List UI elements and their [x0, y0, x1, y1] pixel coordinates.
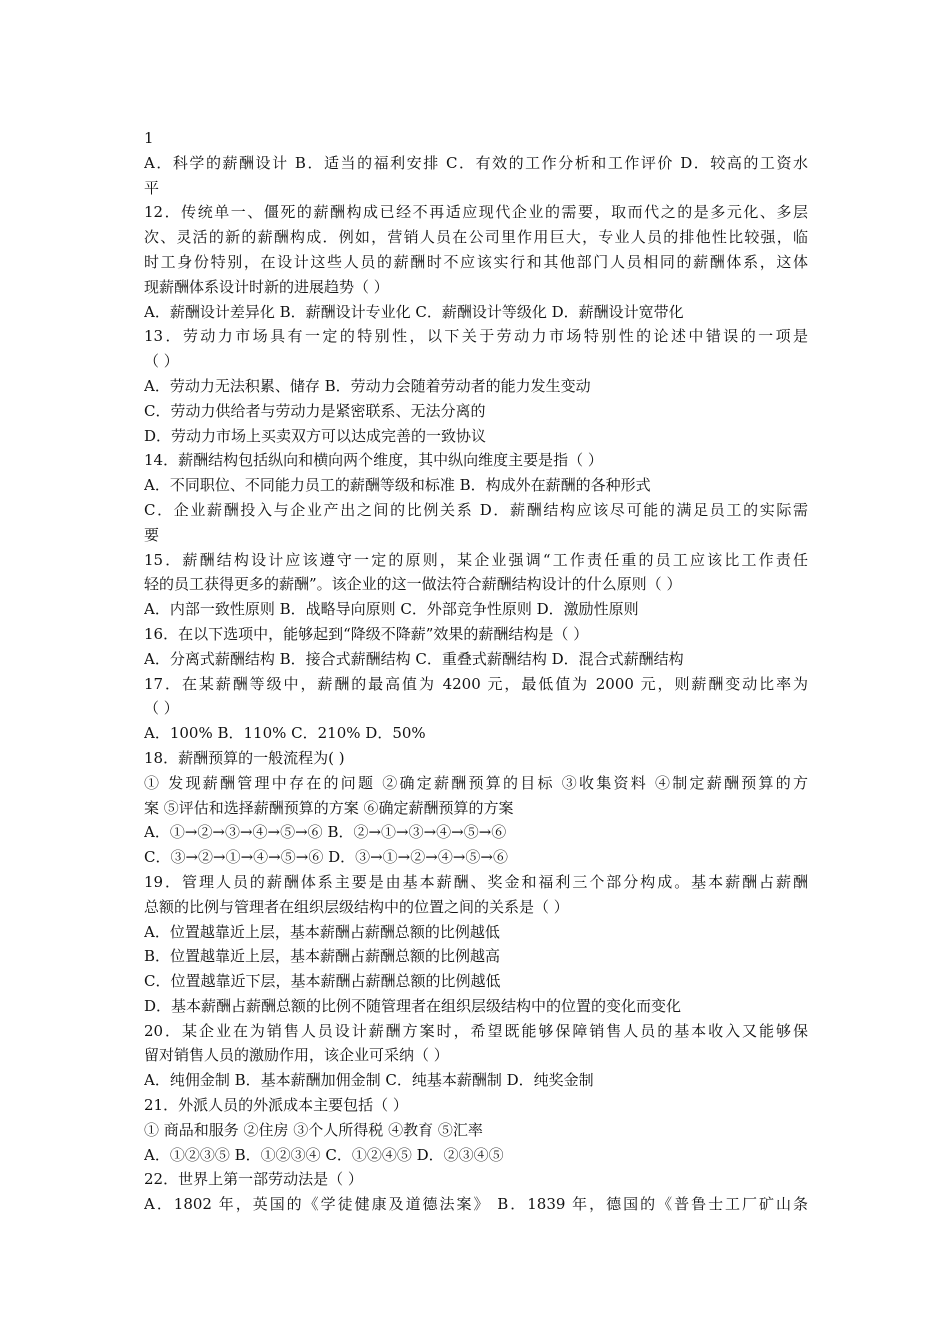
- text-line: A．内部一致性原则 B．战略导向原则 C．外部竞争性原则 D．激励性原则: [144, 600, 639, 619]
- text-line: C．劳动力供给者与劳动力是紧密联系、无法分离的: [144, 401, 486, 420]
- text-line: 15．薪酬结构设计应该遵守一定的原则，某企业强调“工作责任重的员工应该比工作责任: [144, 550, 808, 569]
- text-line: 轻的员工获得更多的薪酬”。该企业的这一做法符合薪酬结构设计的什么原则（ ）: [144, 575, 682, 594]
- text-line: A．位置越靠近上层，基本薪酬占薪酬总额的比例越低: [144, 922, 500, 941]
- text-line: 总额的比例与管理者在组织层级结构中的位置之间的关系是（ ）: [144, 897, 569, 916]
- text-line: 时工身份特别，在设计这些人员的薪酬时不应该实行和其他部门人员相同的薪酬体系，这体: [144, 252, 808, 271]
- text-line: 1: [144, 129, 154, 147]
- text-line: 21．外派人员的外派成本主要包括（ ）: [144, 1096, 408, 1115]
- text-line: C．企业薪酬投入与企业产出之间的比例关系 D．薪酬结构应该尽可能的满足员工的实际需: [144, 500, 808, 519]
- text-line: 13．劳动力市场具有一定的特别性，以下关于劳动力市场特别性的论述中错误的一项是: [144, 327, 808, 346]
- text-line: ① 商品和服务 ②住房 ③个人所得税 ④教育 ⑤汇率: [144, 1120, 483, 1139]
- text-line: 17．在某薪酬等级中，薪酬的最高值为 4200 元，最低值为 2000 元，则薪酬变动比率为: [144, 674, 808, 693]
- text-line: 案 ⑤评估和选择薪酬预算的方案 ⑥确定薪酬预算的方案: [144, 798, 514, 817]
- text-line: 平: [144, 178, 160, 197]
- text-line: 12．传统单一、僵死的薪酬构成已经不再适应现代企业的需要，取而代之的是多元化、多层: [144, 203, 808, 222]
- text-line: C．③→②→①→④→⑤→⑥ D．③→①→②→④→⑤→⑥: [144, 848, 508, 867]
- text-line: 22．世界上第一部劳动法是（ ）: [144, 1170, 363, 1189]
- document-page: [144, 126, 808, 1217]
- text-line: ① 发现薪酬管理中存在的问题 ②确定薪酬预算的目标 ③收集资料 ④制定薪酬预算的方: [144, 773, 808, 792]
- text-line: A．①②③⑤ B．①②③④ C．①②④⑤ D．②③④⑤: [144, 1145, 504, 1164]
- text-line: 现薪酬体系设计时新的进展趋势（ ）: [144, 277, 389, 296]
- text-line: （ ）: [144, 352, 179, 371]
- text-line: C．位置越靠近下层，基本薪酬占薪酬总额的比例越低: [144, 972, 501, 991]
- text-line: 16．在以下选项中，能够起到“降级不降薪”效果的薪酬结构是（ ）: [144, 624, 589, 643]
- text-line: A．100% B．110% C．210% D．50%: [144, 724, 426, 743]
- text-line: （ ）: [144, 699, 179, 718]
- text-line: 20．某企业在为销售人员设计薪酬方案时，希望既能够保障销售人员的基本收入又能够保: [144, 1021, 808, 1040]
- text-line: D．劳动力市场上买卖双方可以达成完善的一致协议: [144, 426, 487, 445]
- text-line: 留对销售人员的激励作用，该企业可采纳（ ）: [144, 1046, 449, 1065]
- text-line: A．1802 年，英国的《学徒健康及道德法案》 B．1839 年，德国的《普鲁士工厂矿山条: [144, 1195, 808, 1214]
- text-line: 18．薪酬预算的一般流程为( ): [144, 748, 345, 767]
- text-line: A．①→②→③→④→⑤→⑥ B．②→①→③→④→⑤→⑥: [144, 823, 507, 842]
- text-line: 19．管理人员的薪酬体系主要是由基本薪酬、奖金和福利三个部分构成。基本薪酬占薪酬: [144, 872, 808, 891]
- text-line: 要: [144, 525, 160, 544]
- text-line: 次、灵活的新的薪酬构成．例如，营销人员在公司里作用巨大，专业人员的排他性比较强，临: [144, 228, 808, 247]
- text-line: A．劳动力无法积累、储存 B．劳动力会随着劳动者的能力发生变动: [144, 376, 591, 395]
- text-line: A．科学的薪酬设计 B．适当的福利安排 C．有效的工作分析和工作评价 D．较高的工资水: [144, 153, 808, 172]
- text-line: D．基本薪酬占薪酬总额的比例不随管理者在组织层级结构中的位置的变化而变化: [144, 996, 682, 1015]
- text-line: A．薪酬设计差异化 B．薪酬设计专业化 C．薪酬设计等级化 D．薪酬设计宽带化: [144, 302, 684, 321]
- text-line: A．纯佣金制 B．基本薪酬加佣金制 C．纯基本薪酬制 D．纯奖金制: [144, 1071, 594, 1090]
- text-line: B．位置越靠近上层，基本薪酬占薪酬总额的比例越高: [144, 947, 501, 966]
- text-line: A．不同职位、不同能力员工的薪酬等级和标准 B．构成外在薪酬的各种形式: [144, 476, 651, 495]
- text-line: 14．薪酬结构包括纵向和横向两个维度，其中纵向维度主要是指（ ）: [144, 451, 603, 470]
- text-line: A．分离式薪酬结构 B．接合式薪酬结构 C．重叠式薪酬结构 D．混合式薪酬结构: [144, 649, 684, 668]
